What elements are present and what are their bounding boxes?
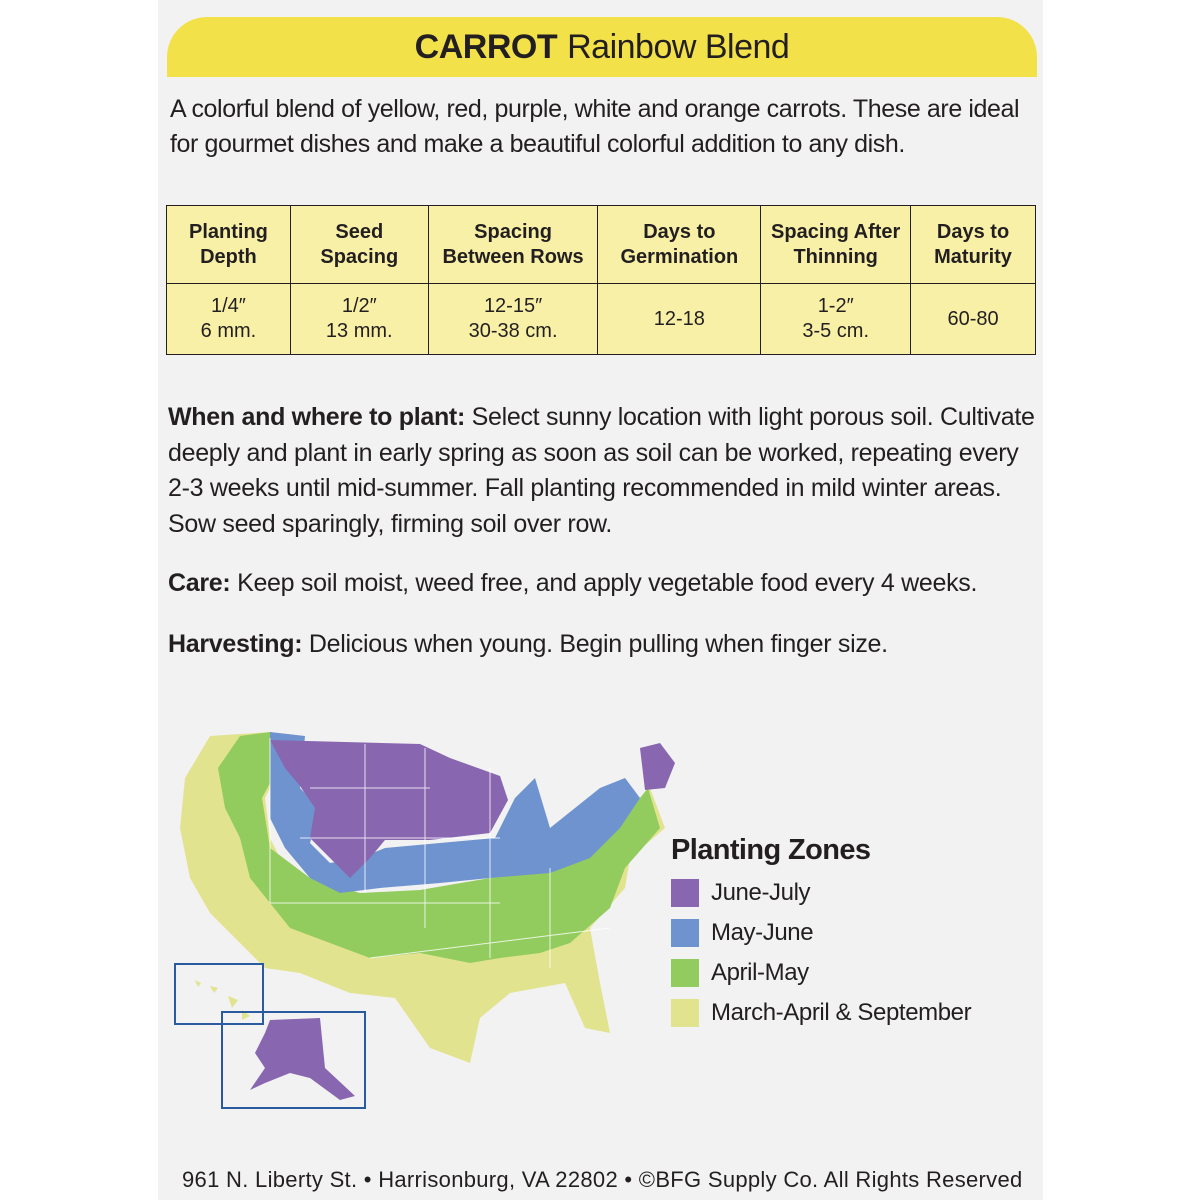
swatch-may-june <box>671 919 699 947</box>
value-row-spacing: 12-15″ 30-38 cm. <box>428 284 598 355</box>
legend-label: April-May <box>711 959 809 986</box>
care-section <box>168 566 1038 602</box>
legend-label: March-April & September <box>711 999 972 1026</box>
value-planting-depth: 1/4″ 6 mm. <box>167 284 291 355</box>
value-seed-spacing: 1/2″ 13 mm. <box>290 284 428 355</box>
when-where-label: When and where to plant: <box>168 403 465 431</box>
swatch-march-april-september <box>671 999 699 1027</box>
header-maturity: Days to Maturity <box>911 206 1036 284</box>
care-label: Care: <box>168 569 231 597</box>
value-thinning: 1-2″ 3-5 cm. <box>761 284 911 355</box>
harvesting-text: Delicious when young. Begin pulling when finger size. <box>302 630 888 658</box>
swatch-june-july <box>671 879 699 907</box>
title-bar <box>167 17 1037 77</box>
value-maturity: 60-80 <box>911 284 1036 355</box>
legend-item <box>671 913 1001 953</box>
planting-zone-map <box>170 728 690 1113</box>
header-planting-depth: Planting Depth <box>167 206 291 284</box>
specs-value-row <box>167 284 1036 355</box>
when-where-text: Select sunny location with light porous soil. Cultivate deeply and plant in early spring as soon as soil can be worked, repeating every 2-3 weeks until mid-summer. Fall planting recommended in mild winter areas. Sow seed sparingly, firming soil over row. <box>168 403 1035 538</box>
when-where-section <box>168 400 1038 542</box>
title-variety: CARROT <box>414 27 558 66</box>
specs-header-row <box>167 206 1036 284</box>
header-germination: Days to Germination <box>598 206 761 284</box>
hawaii-inset <box>175 964 263 1024</box>
legend-item <box>671 993 1001 1033</box>
planting-specs-table <box>166 205 1036 355</box>
legend-item <box>671 953 1001 993</box>
value-germination: 12-18 <box>598 284 761 355</box>
swatch-april-may <box>671 959 699 987</box>
intro-description: A colorful blend of yellow, red, purple, white and orange carrots. These are ideal for gourmet dishes and make a beautiful colorful addition to any dish. <box>170 95 1020 158</box>
header-seed-spacing: Seed Spacing <box>290 206 428 284</box>
title-name: Rainbow Blend <box>567 27 790 66</box>
legend-label: June-July <box>711 879 811 906</box>
legend-title: Planting Zones <box>671 834 871 866</box>
harvesting-label: Harvesting: <box>168 630 303 658</box>
header-thinning: Spacing After Thinning <box>761 206 911 284</box>
footer-address: 961 N. Liberty St. • Harrisonburg, VA 22802 • ©BFG Supply Co. All Rights Reserved <box>182 1167 1023 1192</box>
legend-item <box>671 873 1001 913</box>
planting-zones-legend <box>671 834 1001 1033</box>
care-text: Keep soil moist, weed free, and apply vegetable food every 4 weeks. <box>230 569 978 597</box>
legend-label: May-June <box>711 919 814 946</box>
header-row-spacing: Spacing Between Rows <box>428 206 598 284</box>
harvesting-section <box>168 627 1038 663</box>
